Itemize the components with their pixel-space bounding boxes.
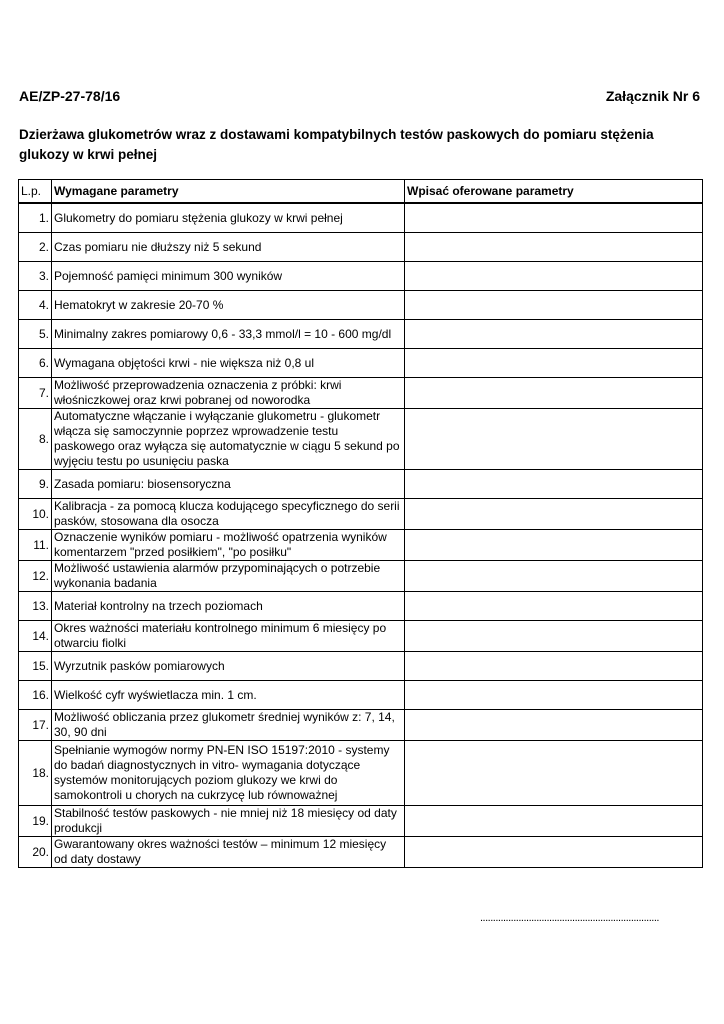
row-requirement: Wymagana objętości krwi - nie większa niż 0,8 ul [52,349,405,378]
row-requirement: Pojemność pamięci minimum 300 wyników [52,262,405,291]
row-number: 9. [19,470,52,499]
table-row [19,837,703,868]
row-offer-cell[interactable] [405,806,703,837]
table-row [19,262,703,291]
row-offer-cell[interactable] [405,681,703,710]
row-offer-cell[interactable] [405,741,703,806]
row-requirement: Stabilność testów paskowych - nie mniej niż 18 miesięcy od daty produkcji [52,806,405,837]
row-requirement: Oznaczenie wyników pomiaru - możliwość opatrzenia wyników komentarzem "przed posiłkiem", "po posiłku" [52,530,405,561]
row-number: 6. [19,349,52,378]
table-row [19,741,703,806]
row-offer-cell[interactable] [405,320,703,349]
row-offer-cell[interactable] [405,499,703,530]
row-number: 11. [19,530,52,561]
row-number: 1. [19,203,52,233]
row-number: 3. [19,262,52,291]
signature-line: ...................................................................... [480,912,659,924]
table-row [19,349,703,378]
attachment-label: Załącznik Nr 6 [605,88,700,104]
row-requirement: Możliwość ustawienia alarmów przypominających o potrzebie wykonania badania [52,561,405,592]
row-requirement: Wielkość cyfr wyświetlacza min. 1 cm. [52,681,405,710]
row-offer-cell[interactable] [405,561,703,592]
row-requirement: Minimalny zakres pomiarowy 0,6 - 33,3 mmol/l = 10 - 600 mg/dl [52,320,405,349]
col-header-params: Wymagane parametry [52,180,405,204]
table-row [19,621,703,652]
row-number: 5. [19,320,52,349]
document-reference: AE/ZP-27-78/16 [19,88,121,104]
row-requirement: Możliwość przeprowadzenia oznaczenia z próbki: krwi włośniczkowej oraz krwi pobranej od noworodka [52,378,405,409]
row-requirement: Automatyczne włączanie i wyłączanie glukometru - glukometr włącza się samoczynnie poprzez wprowadzenie testu paskowego oraz wyłącza się automatycznie w ciągu 5 sekund po wyjęciu testu po usunięciu paska [52,409,405,470]
table-row [19,681,703,710]
table-row [19,806,703,837]
table-row [19,561,703,592]
row-number: 17. [19,710,52,741]
row-offer-cell[interactable] [405,621,703,652]
table-row [19,320,703,349]
row-offer-cell[interactable] [405,349,703,378]
row-requirement: Czas pomiaru nie dłuższy niż 5 sekund [52,233,405,262]
document-title: Dzierżawa glukometrów wraz z dostawami kompatybilnych testów paskowych do pomiaru stężenia glukozy w krwi pełnej [19,127,654,162]
row-number: 15. [19,652,52,681]
row-offer-cell[interactable] [405,291,703,320]
table-row [19,409,703,470]
row-number: 13. [19,592,52,621]
row-number: 14. [19,621,52,652]
table-row [19,652,703,681]
row-offer-cell[interactable] [405,470,703,499]
row-requirement: Hematokryt w zakresie 20-70 % [52,291,405,320]
row-offer-cell[interactable] [405,203,703,233]
row-requirement: Kalibracja - za pomocą klucza kodującego specyficznego do serii pasków, stosowana dla osocza [52,499,405,530]
row-offer-cell[interactable] [405,530,703,561]
row-offer-cell[interactable] [405,652,703,681]
row-number: 20. [19,837,52,868]
row-offer-cell[interactable] [405,592,703,621]
col-header-offer: Wpisać oferowane parametry [405,180,703,204]
table-row [19,378,703,409]
row-offer-cell[interactable] [405,710,703,741]
row-number: 10. [19,499,52,530]
row-requirement: Okres ważności materiału kontrolnego minimum 6 miesięcy po otwarciu fiolki [52,621,405,652]
table-header-row [19,180,703,204]
row-number: 7. [19,378,52,409]
table-row [19,499,703,530]
table-row [19,203,703,233]
row-requirement: Gwarantowany okres ważności testów – minimum 12 miesięcy od daty dostawy [52,837,405,868]
table-row [19,710,703,741]
row-offer-cell[interactable] [405,233,703,262]
row-number: 2. [19,233,52,262]
table-row [19,470,703,499]
row-offer-cell[interactable] [405,378,703,409]
row-requirement: Spełnianie wymogów normy PN-EN ISO 15197:2010 - systemy do badań diagnostycznych in vitro- wymagania dotyczące systemów monitorujących poziom glukozy we krwi do samokontroli u chorych na cukrzycę lub równoważnej [52,741,405,806]
row-offer-cell[interactable] [405,262,703,291]
row-number: 4. [19,291,52,320]
row-offer-cell[interactable] [405,837,703,868]
row-requirement: Materiał kontrolny na trzech poziomach [52,592,405,621]
table-row [19,530,703,561]
table-row [19,233,703,262]
row-number: 19. [19,806,52,837]
row-number: 16. [19,681,52,710]
row-number: 18. [19,741,52,806]
row-number: 8. [19,409,52,470]
row-requirement: Możliwość obliczania przez glukometr średniej wyników z: 7, 14, 30, 90 dni [52,710,405,741]
row-offer-cell[interactable] [405,409,703,470]
row-requirement: Wyrzutnik pasków pomiarowych [52,652,405,681]
col-header-lp: L.p. [19,180,52,204]
parameters-table [18,179,703,868]
row-number: 12. [19,561,52,592]
table-row [19,592,703,621]
row-requirement: Glukometry do pomiaru stężenia glukozy w krwi pełnej [52,203,405,233]
table-row [19,291,703,320]
row-requirement: Zasada pomiaru: biosensoryczna [52,470,405,499]
